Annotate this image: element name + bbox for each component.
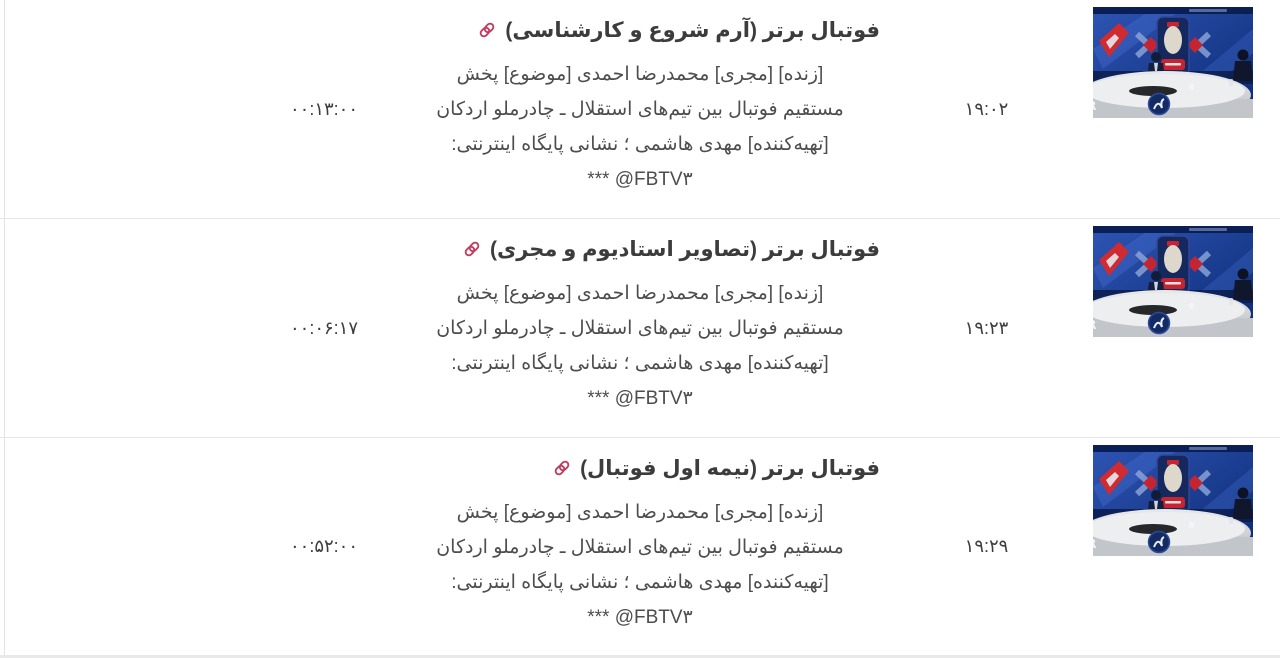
broadcast-time: ۱۹:۰۲ xyxy=(964,98,1009,119)
program-title-link[interactable] xyxy=(400,16,880,48)
tv-studio-image xyxy=(1093,7,1253,118)
program-row xyxy=(0,0,1280,219)
time-column xyxy=(880,219,1093,437)
duration-column xyxy=(0,0,400,218)
description-line: [زنده] [مجری] محمدرضا احمدی [موضوع] پخش xyxy=(456,502,824,523)
link-icon xyxy=(553,456,571,486)
program-title-link[interactable] xyxy=(400,235,880,267)
time-column xyxy=(880,438,1093,654)
program-description xyxy=(400,57,880,197)
link-icon xyxy=(463,237,481,267)
broadcast-time: ۱۹:۲۹ xyxy=(964,535,1009,556)
tv-studio-image xyxy=(1093,445,1253,556)
description-line: [تهیه‌کننده] مهدی هاشمی ؛ نشانی پایگاه اینترنتی: xyxy=(451,572,829,593)
duration: ۰۰:۰۶:۱۷ xyxy=(289,317,358,338)
program-description xyxy=(400,276,880,416)
description-line: [زنده] [مجری] محمدرضا احمدی [موضوع] پخش xyxy=(456,64,824,85)
description-line: مستقیم فوتبال بین تیم‌های استقلال ـ چادرملو اردکان xyxy=(436,99,844,120)
program-title: فوتبال برتر (نیمه اول فوتبال) xyxy=(580,457,880,480)
description-line: [زنده] [مجری] محمدرضا احمدی [موضوع] پخش xyxy=(456,283,824,304)
thumbnail-column xyxy=(1093,438,1280,654)
description-line: [تهیه‌کننده] مهدی هاشمی ؛ نشانی پایگاه اینترنتی: xyxy=(451,134,829,155)
thumbnail-column xyxy=(1093,0,1280,218)
left-border-line xyxy=(4,0,5,658)
broadcast-time: ۱۹:۲۳ xyxy=(964,317,1009,338)
description-line: مستقیم فوتبال بین تیم‌های استقلال ـ چادرملو اردکان xyxy=(436,537,844,558)
program-title: فوتبال برتر (تصاویر استادیوم و مجری) xyxy=(489,238,880,261)
program-info-column xyxy=(400,0,880,218)
program-description xyxy=(400,495,880,635)
program-title: فوتبال برتر (آرم شروع و کارشناسی) xyxy=(505,19,880,42)
time-column xyxy=(880,0,1093,218)
tv-studio-image xyxy=(1093,226,1253,337)
description-line: مستقیم فوتبال بین تیم‌های استقلال ـ چادرملو اردکان xyxy=(436,318,844,339)
duration: ۰۰:۵۲:۰۰ xyxy=(289,535,358,556)
thumbnail-column xyxy=(1093,219,1280,437)
program-row xyxy=(0,219,1280,438)
description-line: *** @FBTV۳ xyxy=(587,169,693,190)
description-line: [تهیه‌کننده] مهدی هاشمی ؛ نشانی پایگاه اینترنتی: xyxy=(451,353,829,374)
program-info-column xyxy=(400,438,880,654)
description-line: *** @FBTV۳ xyxy=(587,388,693,409)
program-row xyxy=(0,438,1280,654)
duration-column xyxy=(0,219,400,437)
program-thumbnail[interactable] xyxy=(1093,7,1253,118)
program-info-column xyxy=(400,219,880,437)
duration: ۰۰:۱۳:۰۰ xyxy=(289,98,358,119)
program-title-link[interactable] xyxy=(400,454,880,486)
program-thumbnail[interactable] xyxy=(1093,226,1253,337)
program-thumbnail[interactable] xyxy=(1093,445,1253,556)
duration-column xyxy=(0,438,400,654)
description-line: *** @FBTV۳ xyxy=(587,607,693,628)
link-icon xyxy=(478,18,496,48)
